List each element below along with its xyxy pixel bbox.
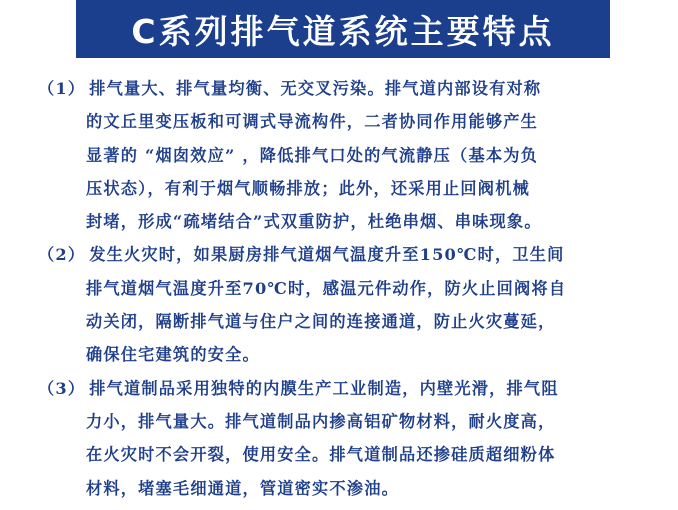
feature-item-3: [38, 372, 658, 505]
item-number: （3）: [38, 378, 86, 398]
feature-line: [38, 72, 658, 105]
feature-line: 材料，堵塞毛细通道，管道密实不渗油。: [86, 478, 399, 498]
feature-list: [38, 72, 658, 505]
feature-line: 封堵，形成“疏堵结合”式双重防护，杜绝串烟、串味现象。: [86, 212, 542, 232]
feature-item-1: [38, 72, 658, 238]
feature-line: 的文丘里变压板和可调式导流构件，二者协同作用能够产生: [86, 112, 539, 132]
item-number: （2）: [38, 245, 86, 265]
feature-line: 排气道烟气温度升至70℃时，感温元件动作，防火止回阀将自: [86, 278, 567, 298]
feature-item-2: [38, 238, 658, 371]
feature-line: 确保住宅建筑的安全。: [86, 345, 260, 365]
feature-text: 排气量大、排气量均衡、无交叉污染。排气道内部设有对称: [89, 79, 542, 98]
feature-line: [38, 372, 658, 405]
feature-line: 压状态），有利于烟气顺畅排放；此外，还采用止回阀机械: [86, 178, 530, 198]
item-number: （1）: [38, 79, 86, 98]
feature-line: [38, 238, 658, 271]
feature-line: 在火灾时不会开裂，使用安全。排气道制品还掺硅质超细粉体: [86, 445, 556, 465]
feature-line: 显著的 “烟囱效应” ，降低排气口处的气流静压（基本为负: [86, 145, 538, 165]
feature-line: 动关闭，隔断排气道与住户之间的连接通道，防止火灾蔓延，: [86, 312, 556, 332]
page-title: C系列排气道系统主要特点: [131, 11, 555, 51]
feature-text: 排气道制品采用独特的内膜生产工业制造，内壁光滑，排气阻: [89, 378, 559, 398]
feature-line: 力小，排气量大。排气道制品内掺高铝矿物材料，耐火度高，: [86, 411, 556, 431]
feature-text: 发生火灾时，如果厨房排气道烟气温度升至150℃时，卫生间: [89, 245, 565, 265]
title-banner: [76, 0, 610, 58]
